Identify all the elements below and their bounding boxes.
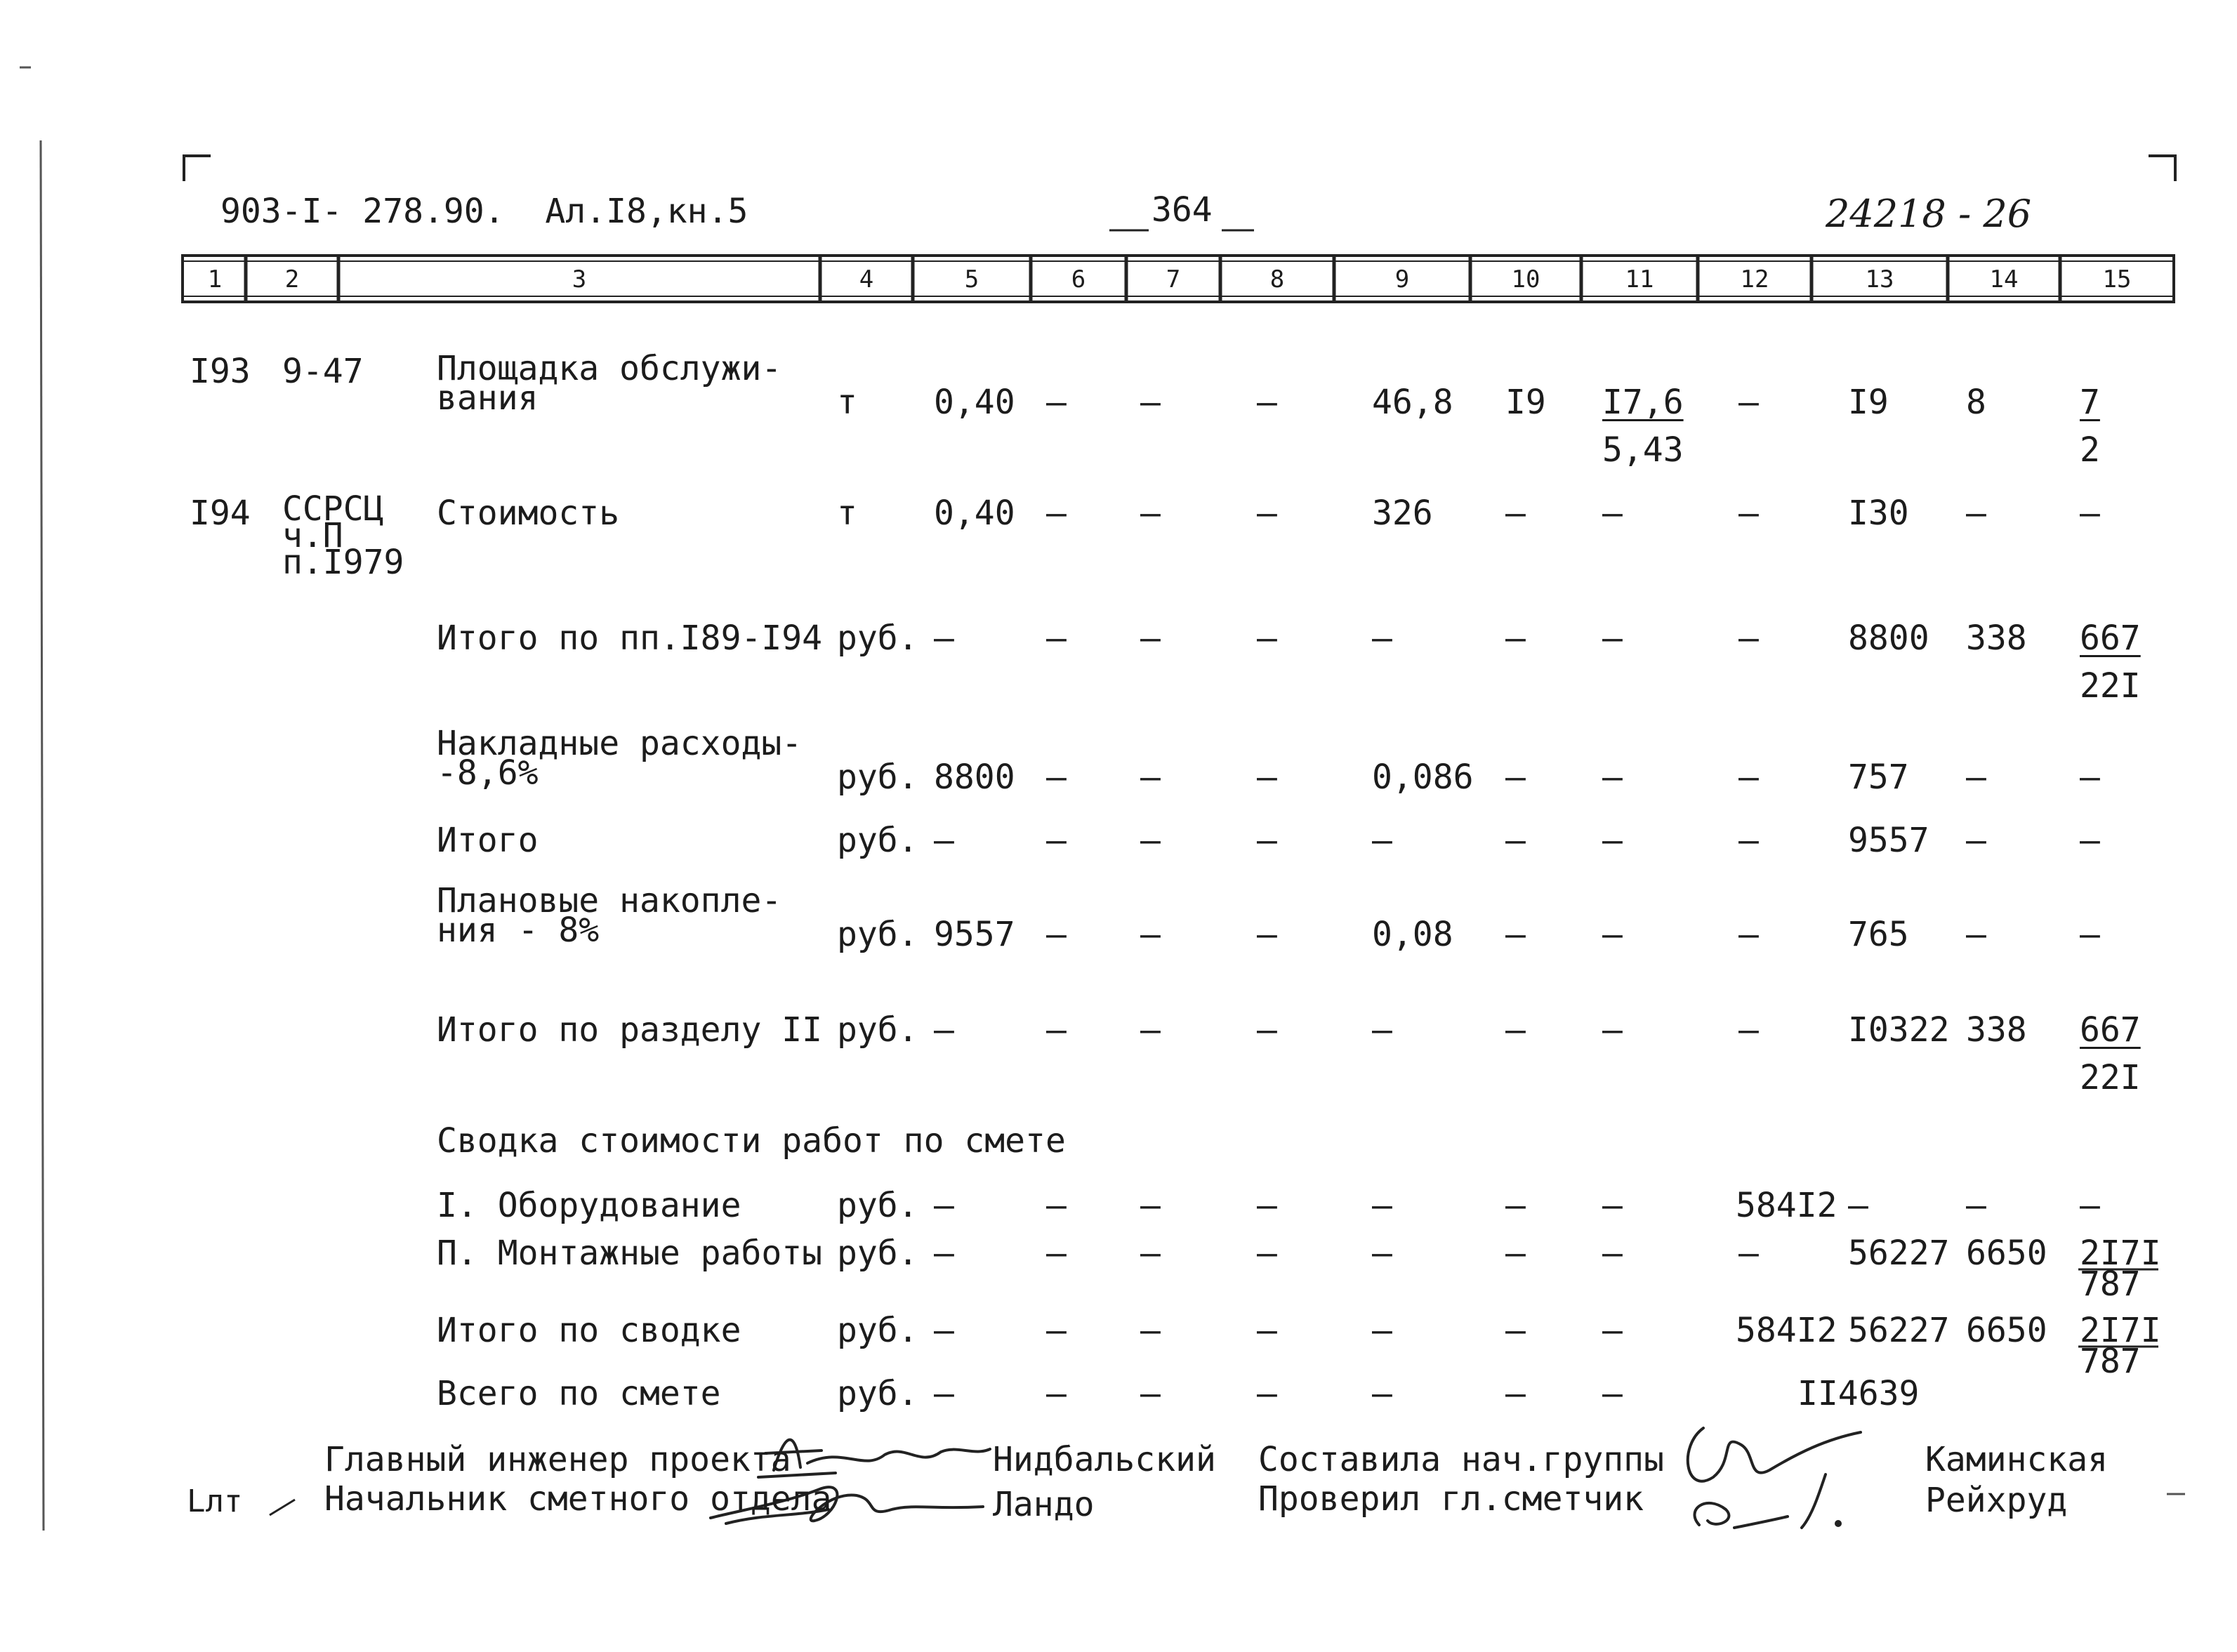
cell-c15-numerator: 667 bbox=[2080, 619, 2141, 658]
unit: руб. bbox=[837, 1311, 918, 1350]
cell-c11-numerator: I7,6 bbox=[1602, 383, 1684, 422]
cell-c9: – bbox=[1372, 821, 1392, 860]
cell-c5: 0,40 bbox=[934, 383, 1015, 422]
cell-c5: 9557 bbox=[934, 915, 1015, 954]
cell-c8: – bbox=[1257, 758, 1277, 797]
unit: руб. bbox=[837, 1010, 918, 1050]
item-name: Стоимость bbox=[437, 494, 620, 533]
cell-c13: I0322 bbox=[1848, 1010, 1950, 1050]
estimate-head-title: Начальник сметного отдела bbox=[324, 1479, 832, 1519]
cell-c12: – bbox=[1738, 1234, 1759, 1273]
cell-c5: – bbox=[934, 1374, 954, 1413]
cell-c13: 56227 bbox=[1848, 1234, 1950, 1273]
cell-c15-denominator: 2 bbox=[2080, 430, 2100, 470]
cell-c11: – bbox=[1602, 821, 1623, 860]
summary-name: Всего по смете bbox=[437, 1374, 721, 1413]
cell-c7: – bbox=[1140, 1186, 1161, 1225]
unit: руб. bbox=[837, 915, 918, 954]
cell-c14: – bbox=[1966, 821, 1986, 860]
item-name: Итого bbox=[437, 821, 539, 860]
cell-c13: – bbox=[1848, 1186, 1868, 1225]
column-header: 10 bbox=[1511, 265, 1540, 293]
cell-c9: – bbox=[1372, 1374, 1392, 1413]
cell-c7: – bbox=[1140, 1234, 1161, 1273]
item-name: Плановые накопле- ния - 8% bbox=[437, 881, 782, 950]
cell-c10: – bbox=[1505, 1234, 1526, 1273]
cell-c6: – bbox=[1046, 1374, 1067, 1413]
cell-c8: – bbox=[1257, 1010, 1277, 1050]
column-header: 14 bbox=[1989, 265, 2019, 293]
document-code: 903-I- 278.90. Ал.I8,кн.5 bbox=[220, 192, 748, 231]
cell-c15-numerator: 7 bbox=[2080, 383, 2100, 422]
cell-c6: – bbox=[1046, 1186, 1067, 1225]
unit: руб. bbox=[837, 1374, 918, 1413]
cell-c7: – bbox=[1140, 494, 1161, 533]
cell-c9: – bbox=[1372, 1186, 1392, 1225]
cell-c11: – bbox=[1602, 758, 1623, 797]
cell-c10: – bbox=[1505, 915, 1526, 954]
unit: руб. bbox=[837, 619, 918, 658]
summary-title: Сводка стоимости работ по смете bbox=[437, 1121, 1066, 1161]
cell-c14: 338 bbox=[1966, 619, 2027, 658]
unit: руб. bbox=[837, 821, 918, 860]
cell-c9: 326 bbox=[1372, 494, 1433, 533]
cell-c8: – bbox=[1257, 1186, 1277, 1225]
cell-c6: – bbox=[1046, 1010, 1067, 1050]
cell-c14: – bbox=[1966, 494, 1986, 533]
cell-c13: 8800 bbox=[1848, 619, 1929, 658]
estimate-head-name: Ландо bbox=[993, 1485, 1095, 1524]
cell-c12: 584I2 bbox=[1736, 1311, 1837, 1350]
corner-bracket-top-left bbox=[184, 156, 211, 181]
cell-c7: – bbox=[1140, 821, 1161, 860]
cell-c6: – bbox=[1046, 758, 1067, 797]
cell-c10: – bbox=[1505, 1186, 1526, 1225]
cell-c15: – bbox=[2080, 915, 2100, 954]
cell-c12: – bbox=[1738, 494, 1759, 533]
cell-c9: – bbox=[1372, 619, 1392, 658]
column-header: 7 bbox=[1166, 265, 1181, 293]
norm-code: 9-47 bbox=[282, 352, 364, 391]
column-header: 4 bbox=[859, 265, 874, 293]
cell-c13: I9 bbox=[1848, 383, 1889, 422]
cell-c12: – bbox=[1738, 821, 1759, 860]
cell-c10: – bbox=[1505, 494, 1526, 533]
cell-c5: – bbox=[934, 1010, 954, 1050]
column-header: 3 bbox=[572, 265, 587, 293]
cell-c5: – bbox=[934, 619, 954, 658]
unit: руб. bbox=[837, 1186, 918, 1225]
item-name: Итого по разделу II bbox=[437, 1010, 823, 1050]
cell-c15-denominator: 22I bbox=[2080, 1058, 2141, 1097]
table-row bbox=[0, 881, 2237, 1012]
cell-c7: – bbox=[1140, 758, 1161, 797]
cell-c10: I9 bbox=[1505, 383, 1546, 422]
corner-bracket-top-right bbox=[2149, 156, 2175, 181]
page-number: 364 bbox=[1152, 190, 1213, 230]
cell-c15: – bbox=[2080, 758, 2100, 797]
compiled-by-title: Составила нач.группы bbox=[1258, 1440, 1664, 1479]
unit: т bbox=[837, 494, 857, 533]
cell-c8: – bbox=[1257, 1311, 1277, 1350]
cell-c9: 46,8 bbox=[1372, 383, 1453, 422]
cell-c14: – bbox=[1966, 915, 1986, 954]
column-header: 6 bbox=[1071, 265, 1086, 293]
cell-c13: 56227 bbox=[1848, 1311, 1950, 1350]
cell-c14: – bbox=[1966, 1186, 1986, 1225]
summary-name: П. Монтажные работы bbox=[437, 1234, 823, 1273]
cell-c15: – bbox=[2080, 494, 2100, 533]
cell-c10: – bbox=[1505, 758, 1526, 797]
chief-engineer-title: Главный инженер проекта bbox=[324, 1440, 791, 1479]
cell-c5: 8800 bbox=[934, 758, 1015, 797]
cell-c15: – bbox=[2080, 821, 2100, 860]
item-name: Площадка обслужи- вания bbox=[437, 349, 782, 418]
cell-c11: – bbox=[1602, 1010, 1623, 1050]
cell-c12: – bbox=[1738, 758, 1759, 797]
unit: руб. bbox=[837, 1234, 918, 1273]
cell-c6: – bbox=[1046, 619, 1067, 658]
cell-c14: – bbox=[1966, 758, 1986, 797]
cell-c10: – bbox=[1505, 1010, 1526, 1050]
cell-c9: – bbox=[1372, 1311, 1392, 1350]
cell-c11: – bbox=[1602, 1234, 1623, 1273]
cell-c5: – bbox=[934, 1234, 954, 1273]
cell-c5: – bbox=[934, 1311, 954, 1350]
summary-name: Итого по сводке bbox=[437, 1311, 741, 1350]
cell-c6: – bbox=[1046, 821, 1067, 860]
cell-c8: – bbox=[1257, 619, 1277, 658]
cell-c13: 9557 bbox=[1848, 821, 1929, 860]
cell-c8: – bbox=[1257, 383, 1277, 422]
cell-c15-denominator: 787 bbox=[2080, 1342, 2141, 1381]
cell-c7: – bbox=[1140, 1374, 1161, 1413]
cell-c15: – bbox=[2080, 1186, 2100, 1225]
cell-c6: – bbox=[1046, 1234, 1067, 1273]
cell-c10: – bbox=[1505, 821, 1526, 860]
cell-c9: – bbox=[1372, 1234, 1392, 1273]
compiled-by-name: Каминская bbox=[1925, 1440, 2109, 1479]
cell-c7: – bbox=[1140, 383, 1161, 422]
cell-c11: – bbox=[1602, 1186, 1623, 1225]
cell-c10: – bbox=[1505, 619, 1526, 658]
column-header: 2 bbox=[284, 265, 300, 293]
cell-c6: – bbox=[1046, 1311, 1067, 1350]
summary-name: I. Оборудование bbox=[437, 1186, 741, 1225]
table-row bbox=[0, 349, 2237, 480]
cell-c15-numerator: 2I7I bbox=[2080, 1311, 2161, 1350]
column-header: 12 bbox=[1740, 265, 1769, 293]
cell-c14: 8 bbox=[1966, 383, 1986, 422]
column-header: 11 bbox=[1625, 265, 1654, 293]
cell-c12: – bbox=[1738, 619, 1759, 658]
cell-c15-denominator: 787 bbox=[2080, 1264, 2141, 1304]
norm-code: ССРСЦ ч.П п.I979 bbox=[282, 489, 404, 582]
chief-engineer-name: Нидбальский bbox=[993, 1440, 1216, 1479]
cell-c13: 765 bbox=[1848, 915, 1909, 954]
item-name: Итого по пп.I89-I94 bbox=[437, 619, 823, 658]
column-header: 13 bbox=[1865, 265, 1894, 293]
cell-c12: – bbox=[1738, 1010, 1759, 1050]
cell-c8: – bbox=[1257, 1374, 1277, 1413]
cell-c9: 0,08 bbox=[1372, 915, 1453, 954]
cell-c6: – bbox=[1046, 915, 1067, 954]
cell-c12: – bbox=[1738, 915, 1759, 954]
cell-c7: – bbox=[1140, 1311, 1161, 1350]
cell-c15-numerator: 2I7I bbox=[2080, 1234, 2161, 1273]
cell-c14: 6650 bbox=[1966, 1311, 2047, 1350]
cell-c7: – bbox=[1140, 1010, 1161, 1050]
cell-c7: – bbox=[1140, 619, 1161, 658]
cell-c13: I30 bbox=[1848, 494, 1909, 533]
cell-c7: – bbox=[1140, 915, 1161, 954]
cell-c8: – bbox=[1257, 915, 1277, 954]
cell-c11: – bbox=[1602, 494, 1623, 533]
table-row bbox=[0, 489, 2237, 622]
cell-c11: – bbox=[1602, 619, 1623, 658]
unit: т bbox=[837, 383, 857, 422]
cell-c11-denominator: 5,43 bbox=[1602, 430, 1684, 470]
column-header: 8 bbox=[1269, 265, 1285, 293]
cell-c11: – bbox=[1602, 915, 1623, 954]
row-number: I94 bbox=[190, 494, 251, 533]
column-header: 9 bbox=[1394, 265, 1410, 293]
cell-c5: – bbox=[934, 821, 954, 860]
cell-c8: – bbox=[1257, 494, 1277, 533]
cell-c6: – bbox=[1046, 383, 1067, 422]
unit: руб. bbox=[837, 758, 918, 797]
column-header: 5 bbox=[964, 265, 979, 293]
cell-c11: – bbox=[1602, 1311, 1623, 1350]
cell-c6: – bbox=[1046, 494, 1067, 533]
checked-by-name: Рейхруд bbox=[1925, 1481, 2068, 1520]
cell-c14: 338 bbox=[1966, 1010, 2027, 1050]
cell-c13: 757 bbox=[1848, 758, 1909, 797]
handwritten-sheet-number: 24218 - 26 bbox=[1826, 192, 2032, 236]
corner-mark: Lлт bbox=[187, 1484, 243, 1519]
cell-c15-denominator: 22I bbox=[2080, 666, 2141, 706]
cell-c8: – bbox=[1257, 821, 1277, 860]
cell-c12: 584I2 bbox=[1736, 1186, 1837, 1225]
row-number: I93 bbox=[190, 352, 251, 391]
cell-c11: – bbox=[1602, 1374, 1623, 1413]
cell-c5: 0,40 bbox=[934, 494, 1015, 533]
column-header: 1 bbox=[207, 265, 223, 293]
table-row bbox=[0, 1012, 2237, 1139]
cell-c9: 0,086 bbox=[1372, 758, 1474, 797]
grand-total: II4639 bbox=[1797, 1374, 1920, 1413]
cell-c9: – bbox=[1372, 1010, 1392, 1050]
cell-c15-numerator: 667 bbox=[2080, 1010, 2141, 1050]
cell-c12: – bbox=[1738, 383, 1759, 422]
column-header: 15 bbox=[2102, 265, 2132, 293]
cell-c10: – bbox=[1505, 1374, 1526, 1413]
item-name: Накладные расходы- -8,6% bbox=[437, 724, 803, 793]
cell-c5: – bbox=[934, 1186, 954, 1225]
cell-c8: – bbox=[1257, 1234, 1277, 1273]
cell-c10: – bbox=[1505, 1311, 1526, 1350]
checked-by-title: Проверил гл.сметчик bbox=[1258, 1479, 1644, 1519]
cell-c14: 6650 bbox=[1966, 1234, 2047, 1273]
table-row bbox=[0, 621, 2237, 747]
